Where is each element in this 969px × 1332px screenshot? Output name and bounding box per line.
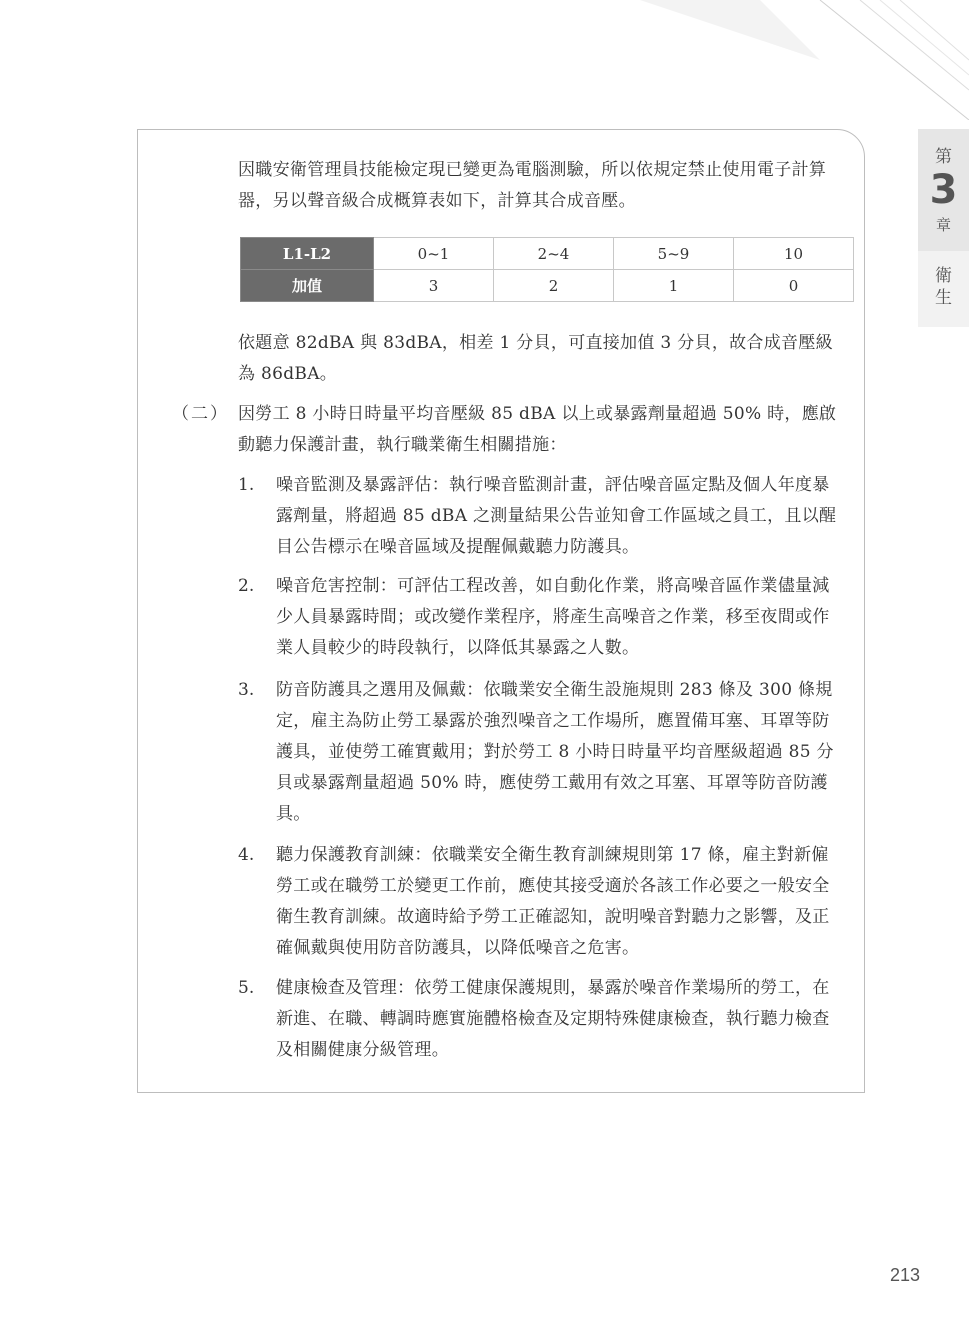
- chapter-tab: [918, 129, 969, 327]
- chapter-prefix: 第: [935, 147, 952, 167]
- table-cell: 3: [374, 270, 494, 302]
- sound-level-table: [240, 237, 854, 302]
- row-header-add: 加值: [241, 270, 374, 302]
- table-cell: 5~9: [614, 238, 734, 270]
- intro-paragraph: 因職安衛管理員技能檢定現已變更為電腦測驗，所以依規定禁止使用電子計算器，另以聲音級合成概算表如下，計算其合成音壓。: [238, 160, 827, 211]
- table-cell: 2: [494, 270, 614, 302]
- page-number: 213: [889, 1265, 920, 1285]
- item-number: 3.: [238, 680, 255, 700]
- chapter-title: 衛生: [935, 266, 952, 308]
- list-item: 聽力保護教育訓練：依職業安全衛生教育訓練規則第 17 條，雇主對新僱勞工或在職勞工於變更工作前，應使其接受適於各該工作必要之一般安全衛生教育訓練。故適時給予勞工正確認知，說明噪音對聽力之影響，及正確佩戴與使用防音防護具，以降低噪音之危害。: [276, 845, 830, 958]
- chapter-number-block: [918, 129, 969, 251]
- list-item: 噪音危害控制：可評估工程改善，如自動化作業，將高噪音區作業儘量減少人員暴露時間；或改變作業程序，將產生高噪音之作業，移至夜間或作業人員較少的時段執行，以降低其暴露之人數。: [276, 576, 830, 658]
- item-number: 2.: [238, 576, 255, 596]
- table-cell: 0~1: [374, 238, 494, 270]
- list-item: 健康檢查及管理：依勞工健康保護規則，暴露於噪音作業場所的勞工，在新進、在職、轉調時應實施體格檢查及定期特殊健康檢查，執行聽力檢查及相關健康分級管理。: [276, 978, 830, 1060]
- table-row: [241, 270, 854, 302]
- section-label: （二）: [172, 404, 229, 424]
- table-cell: 0: [734, 270, 854, 302]
- section-text: 因勞工 8 小時日時量平均音壓級 85 dBA 以上或暴露劑量超過 50% 時，應啟動聽力保護計畫，執行職業衛生相關措施：: [238, 404, 837, 455]
- corner-decoration: [0, 0, 969, 120]
- table-cell: 1: [614, 270, 734, 302]
- chapter-title-block: [918, 251, 969, 327]
- item-number: 4.: [238, 845, 255, 865]
- table-cell: 10: [734, 238, 854, 270]
- row-header-diff: L1-L2: [241, 238, 374, 270]
- result-paragraph: 依題意 82dBA 與 83dBA，相差 1 分貝，可直接加值 3 分貝，故合成音壓級為 86dBA。: [238, 333, 833, 384]
- list-item: 防音防護具之選用及佩戴：依職業安全衛生設施規則 283 條及 300 條規定，雇主為防止勞工暴露於強烈噪音之工作場所，應置備耳塞、耳罩等防護具，並使勞工確實戴用；對於勞工 8 小時日時量平均音壓級超過 85 分貝或暴露劑量超過 50% 時，應使勞工戴用有效之耳塞、耳罩等防音防護具。: [276, 680, 834, 824]
- item-number: 5.: [238, 978, 255, 998]
- chapter-suffix: 章: [935, 216, 951, 234]
- table-cell: 2~4: [494, 238, 614, 270]
- chapter-number: 3: [929, 167, 958, 213]
- list-item: 噪音監測及暴露評估：執行噪音監測計畫，評估噪音區定點及個人年度暴露劑量，將超過 85 dBA 之測量結果公告並知會工作區域之員工，且以醒目公告標示在噪音區域及提醒佩戴聽力防護具。: [276, 475, 837, 557]
- item-number: 1.: [238, 475, 255, 495]
- table-row: [241, 238, 854, 270]
